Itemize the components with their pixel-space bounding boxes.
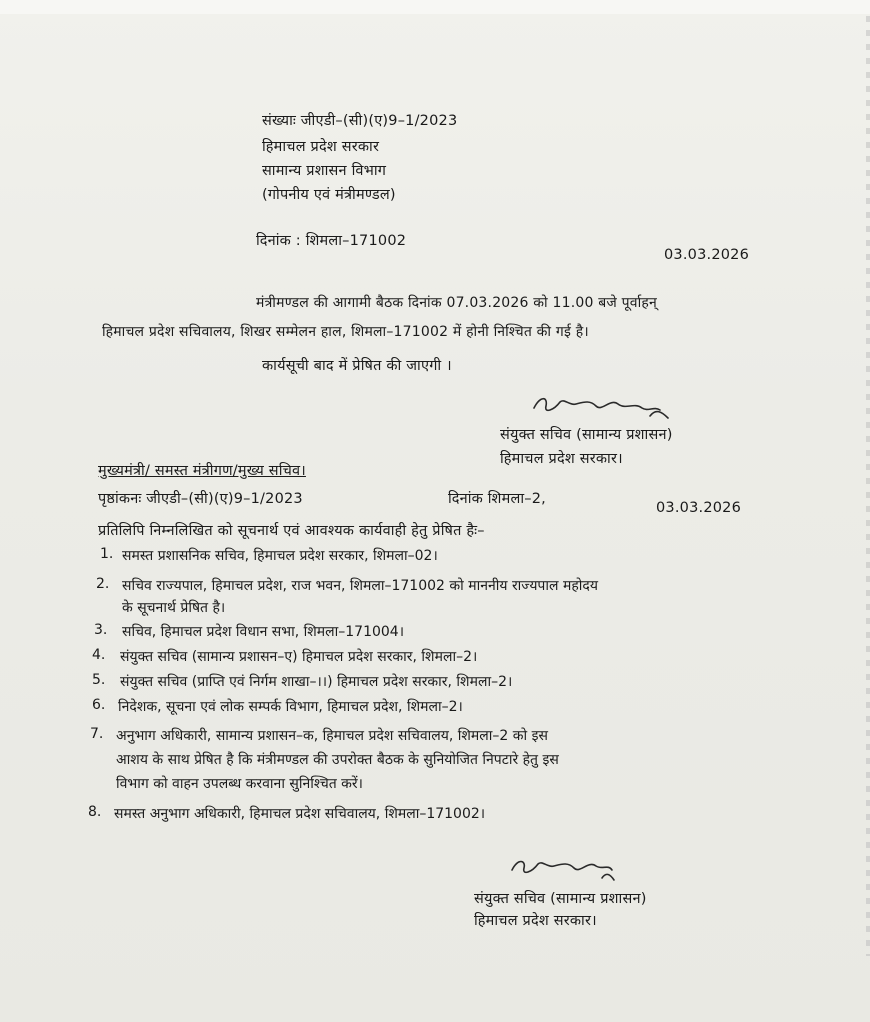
dated-place: दिनांक : शिमला–171002 [256,233,407,249]
copy-item-5: संयुक्त सचिव (प्राप्ति एवं निर्गम शाखा–।।) हिमाचल प्रदेश सरकार, शिमला–2। [120,674,513,690]
organization-line-2: सामान्य प्रशासन विभाग [262,163,387,179]
copy-item-number: 6. [92,697,106,713]
copy-item-8: समस्त अनुभाग अधिकारी, हिमाचल प्रदेश सचिवालय, शिमला–171002। [114,806,486,822]
signatory-2-designation: संयुक्त सचिव (सामान्य प्रशासन) [474,891,647,907]
addressees: मुख्यमंत्री/ समस्त मंत्रीगण/मुख्य सचिव। [98,463,306,479]
organization-line-3: (गोपनीय एवं मंत्रीमण्डल) [262,187,396,203]
copy-item-2-line-1: सचिव राज्यपाल, हिमाचल प्रदेश, राज भवन, शिमला–171002 को माननीय राज्यपाल महोदय [122,578,598,594]
reference-number: संख्याः जीएडी–(सी)(ए)9–1/2023 [262,113,458,129]
copy-item-6: निदेशक, सूचना एवं लोक सम्पर्क विभाग, हिमाचल प्रदेश, शिमला–2। [118,699,463,715]
signatory-2-org: हिमाचल प्रदेश सरकार। [474,913,597,929]
top-strip [0,0,870,14]
copy-item-7-line-3: विभाग को वाहन उपलब्ध करवाना सुनिश्चित करें। [116,776,363,792]
signature-1 [530,388,690,424]
paragraph-1-line-2: हिमाचल प्रदेश सचिवालय, शिखर सम्मेलन हाल, शिमला–171002 में होनी निश्चित की गई है। [102,324,589,340]
paragraph-1-line-1: मंत्रीमण्डल की आगामी बैठक दिनांक 07.03.2026 को 11.00 बजे पूर्वाहन् [256,295,658,311]
copy-item-3: सचिव, हिमाचल प्रदेश विधान सभा, शिमला–171004। [122,624,405,640]
signature-2 [508,852,618,886]
copy-item-7-line-1: अनुभाग अधिकारी, सामान्य प्रशासन–क, हिमाचल प्रदेश सचिवालय, शिमला–2 को इस [116,728,548,744]
copy-item-7-line-2: आशय के साथ प्रेषित है कि मंत्रीमण्डल की उपरोक्त बैठक के सुनियोजित निपटारे हेतु इस [116,752,559,768]
copy-item-number: 3. [94,622,108,638]
page-edge-artifact [866,16,870,956]
endorsement-date: 03.03.2026 [656,500,742,516]
document-date: 03.03.2026 [664,247,750,263]
copy-item-number: 5. [92,672,106,688]
copy-item-number: 1. [100,546,114,562]
endorsement-intro: प्रतिलिपि निम्नलिखित को सूचनार्थ एवं आवश्यक कार्यवाही हेतु प्रेषित हैः– [98,523,485,539]
endorsement-dated-place: दिनांक शिमला–2, [448,491,546,507]
copy-item-number: 2. [96,576,110,592]
copy-item-2-line-2: के सूचनार्थ प्रेषित है। [122,600,226,616]
copy-item-number: 7. [90,726,104,742]
paragraph-2: कार्यसूची बाद में प्रेषित की जाएगी । [262,358,452,374]
copy-item-4: संयुक्त सचिव (सामान्य प्रशासन–ए) हिमाचल प्रदेश सरकार, शिमला–2। [120,649,478,665]
signatory-1-designation: संयुक्त सचिव (सामान्य प्रशासन) [500,427,673,443]
organization-line-1: हिमाचल प्रदेश सरकार [262,139,380,155]
signatory-1-org: हिमाचल प्रदेश सरकार। [500,451,623,467]
copy-item-number: 8. [88,804,102,820]
copy-item-1: समस्त प्रशासनिक सचिव, हिमाचल प्रदेश सरकार, शिमला–02। [122,548,438,564]
endorsement-reference: पृष्ठांकनः जीएडी–(सी)(ए)9–1/2023 [98,491,303,507]
copy-item-number: 4. [92,647,106,663]
